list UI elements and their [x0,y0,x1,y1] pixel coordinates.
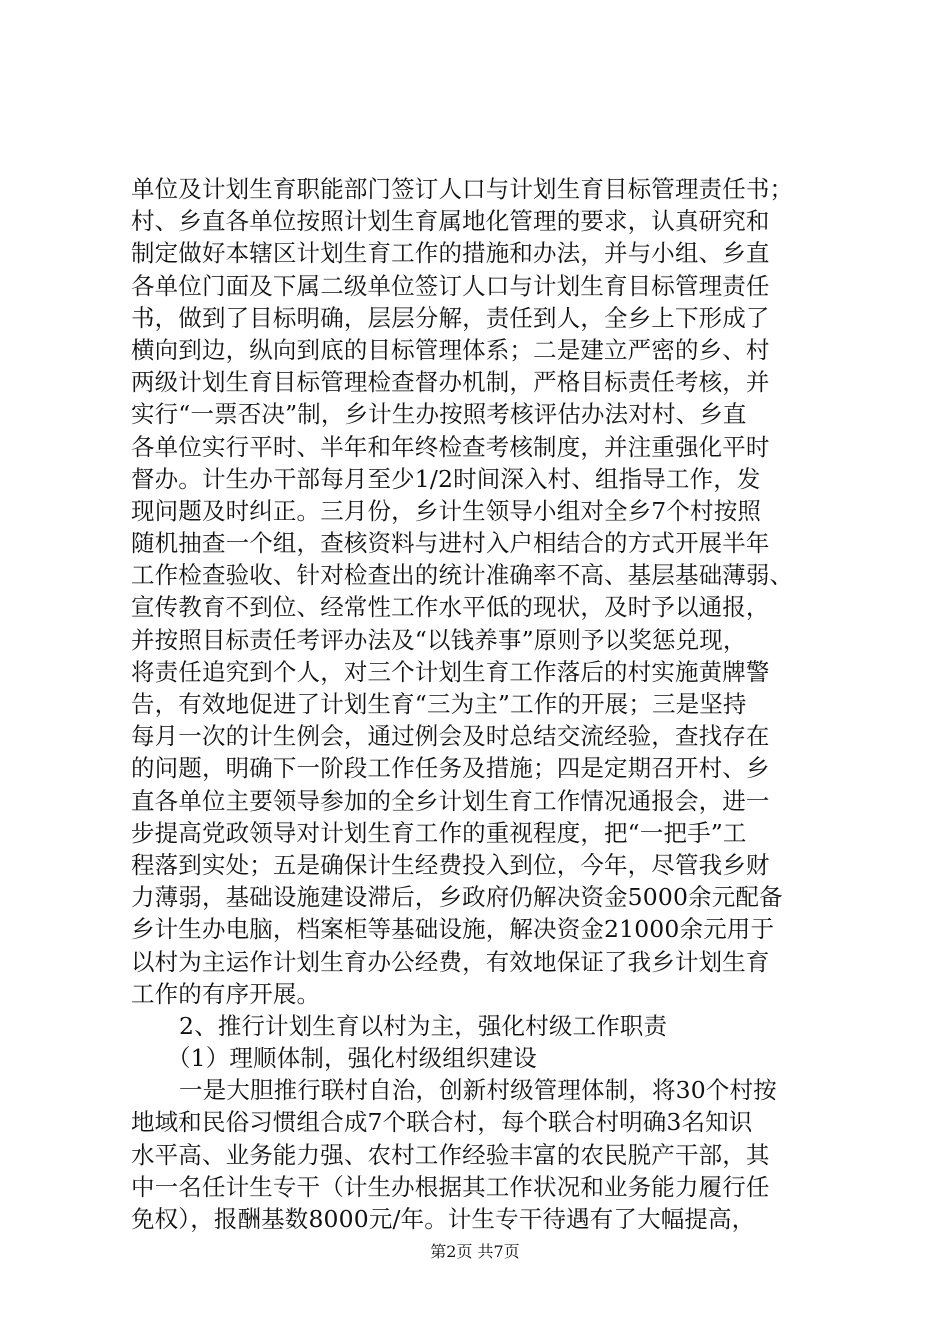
text-line: 直各单位主要领导参加的全乡计划生育工作情况通报会，进一 [131,786,770,815]
text-line: 地域和民俗习惯组合成7个联合村，每个联合村明确3名知识 [131,1108,753,1137]
text-line: 随机抽查一个组，查核资料与进村入户相结合的方式开展半年 [131,529,770,558]
subsection-heading: （1）理顺体制，强化村级组织建设 [167,1044,537,1073]
section-heading: 2、推行计划生育以村为主，强化村级工作职责 [179,1011,668,1040]
text-line: 告，有效地促进了计划生育“三为主”工作的开展；三是坚持 [131,690,747,718]
text-line: 督办。计生办干部每月至少1/2时间深入村、组指导工作，发 [131,464,761,493]
text-line: 各单位实行平时、半年和年终检查考核制度，并注重强化平时 [131,432,770,461]
text-line: 单位及计划生育职能部门签订人口与计划生育目标管理责任书； [131,175,794,203]
text-line: 每月一次的计生例会，通过例会及时总结交流经验，查找存在 [131,722,770,751]
text-line: 中一名任计生专干（计生办根据其工作状况和业务能力履行任 [131,1172,770,1201]
text-line: 力薄弱，基础设施建设滞后，乡政府仍解决资金5000余元配备 [131,883,783,912]
text-line: 免权），报酬基数8000元/年。计生专干待遇有了大幅提高， [131,1205,756,1233]
text-line: 的问题，明确下一阶段工作任务及措施；四是定期召开村、乡 [131,754,770,783]
text-line: 步提高党政领导对计划生育工作的重视程度，把“一把手”工 [131,818,747,847]
text-line: 两级计划生育目标管理检查督办机制，严格目标责任考核，并 [131,368,770,397]
text-line: 将责任追究到个人，对三个计划生育工作落后的村实施黄牌警 [131,657,770,686]
page-number-footer: 第2页 共7页 [430,1242,520,1261]
text-line: 宣传教育不到位、经常性工作水平低的现状，及时予以通报， [131,593,770,622]
text-line: 制定做好本辖区计划生育工作的措施和办法，并与小组、乡直 [131,239,770,268]
text-line: 乡计生办电脑，档案柜等基础设施，解决资金21000余元用于 [131,915,775,944]
text-line: 程落到实处；五是确保计生经费投入到位，今年，尽管我乡财 [131,850,770,879]
text-line: 并按照目标责任考评办法及“以钱养事”原则予以奖惩兑现， [131,625,747,654]
text-line: 工作的有序开展。 [131,979,321,1008]
text-line: 各单位门面及下属二级单位签订人口与计划生育目标管理责任 [131,271,770,300]
text-line: 现问题及时纠正。三月份，乡计生领导小组对全乡7个村按照 [131,496,762,525]
text-line: 书，做到了目标明确，层层分解，责任到人，全乡上下形成了 [131,303,770,332]
text-line: 工作检查验收、针对检查出的统计准确率不高、基层基础薄弱、 [131,561,794,590]
text-line: 水平高、业务能力强、农村工作经验丰富的农民脱产干部，其 [131,1140,770,1169]
text-line: 横向到边，纵向到底的目标管理体系；二是建立严密的乡、村 [131,335,770,364]
text-line: 以村为主运作计划生育办公经费，有效地保证了我乡计划生育 [131,947,770,976]
text-line: 实行“一票否决”制，乡计生办按照考核评估办法对村、乡直 [131,400,747,429]
text-line: 一是大胆推行联村自治，创新村级管理体制，将30个村按 [179,1076,777,1105]
body-text [131,173,831,1235]
text-line: 村、乡直各单位按照计划生育属地化管理的要求，认真研究和 [131,207,770,236]
